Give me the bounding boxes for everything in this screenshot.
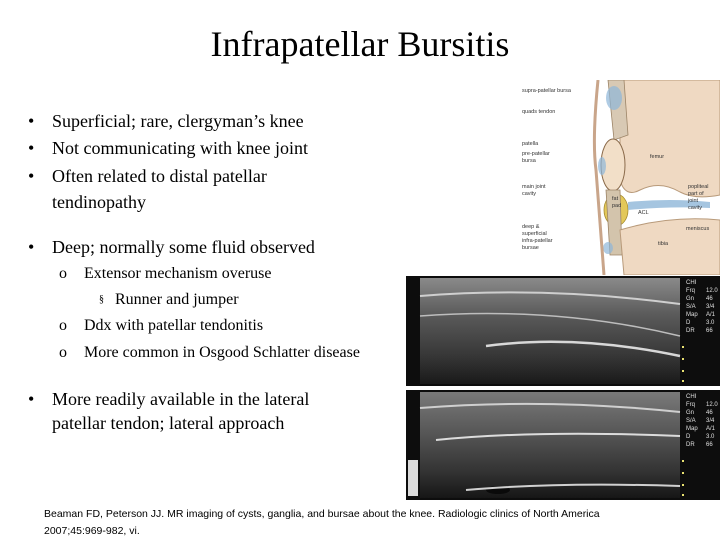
us-readout-label: Frq [686, 402, 695, 408]
sub-marker: o [59, 265, 67, 282]
us-readout-label: D [686, 434, 691, 440]
sub-marker: o [59, 317, 67, 334]
bullet-dot: • [28, 138, 35, 158]
us-readout-label: CHI [686, 394, 697, 400]
reference-line: 2007;45:969-982, vi. [44, 525, 140, 537]
anatomy-label: cavity [688, 205, 703, 211]
anatomy-label: deep & [522, 224, 540, 230]
anatomy-label: infra-patellar [522, 238, 553, 244]
anatomy-label: tibia [658, 241, 669, 247]
sub-text: Extensor mechanism overuse [84, 265, 272, 282]
us-readout-value: 12.0 [706, 288, 718, 294]
us-readout-label: DR [686, 442, 695, 448]
slide-title: Infrapatellar Bursitis [210, 24, 510, 64]
anatomy-label: pre-patellar [522, 151, 550, 157]
us-readout-label: Map [686, 312, 698, 318]
anatomy-label: supra-patellar bursa [522, 88, 571, 94]
us-readout-label: D [686, 320, 691, 326]
anatomy-label: bursae [522, 245, 539, 251]
anatomy-label: fat [612, 196, 619, 202]
us-readout-value: 3/4 [706, 418, 715, 424]
sub-text: More common in Osgood Schlatter disease [84, 344, 360, 361]
bullet-text: Superficial; rare, clergyman’s knee [52, 111, 304, 131]
us-readout-value: 12.0 [706, 402, 718, 408]
anatomy-label: bursa [522, 158, 536, 164]
bullet-dot: • [28, 389, 35, 409]
us-readout-value: A/1 [706, 312, 716, 318]
subsub-marker: § [99, 294, 104, 305]
us-readout-value: 3.0 [706, 320, 715, 326]
anatomy-label: pad [612, 203, 622, 209]
bullet-text: tendinopathy [52, 192, 146, 212]
sub-text: Ddx with patellar tendonitis [84, 317, 264, 334]
us-readout-label: Frq [686, 288, 695, 294]
us-readout-label: S/A [686, 418, 696, 424]
bullet-text: More readily available in the lateral [52, 389, 310, 409]
bullet-text: Often related to distal patellar [52, 166, 267, 186]
us-readout-value: 66 [706, 328, 713, 334]
us-readout-value: 46 [706, 296, 713, 302]
bullet-dot: • [28, 111, 35, 131]
bullet-text: patellar tendon; lateral approach [52, 413, 285, 433]
us-readout-value: A/1 [706, 426, 716, 432]
anatomy-label: patella [522, 141, 539, 147]
bullet-text: Deep; normally some fluid observed [52, 237, 315, 257]
ultrasound-image-1 [406, 276, 720, 386]
us-readout-label: Gn [686, 410, 695, 416]
bullet-text: Not communicating with knee joint [52, 138, 308, 158]
us-readout-value: 3.0 [706, 434, 715, 440]
us-readout-value: 46 [706, 410, 713, 416]
anatomy-label: main joint [522, 184, 546, 190]
anatomy-label: ACL [638, 210, 649, 216]
us-readout-label: DR [686, 328, 695, 334]
reference-citation [44, 506, 644, 540]
anatomy-label: popliteal [688, 184, 709, 190]
anatomy-label: femur [650, 154, 665, 160]
us-readout-value: 66 [706, 442, 713, 448]
bullet-dot: • [28, 166, 35, 186]
sub-marker: o [59, 344, 67, 361]
us-readout-label: Map [686, 426, 698, 432]
reference-line: Beaman FD, Peterson JJ. MR imaging of cysts, ganglia, and bursae about the knee. Radiologic clinics of North America [44, 508, 600, 520]
anatomy-label: meniscus [686, 226, 710, 232]
anatomy-label: joint [688, 198, 699, 204]
us-readout-label: Gn [686, 296, 695, 302]
bullet-dot: • [28, 237, 35, 257]
anatomy-label: superficial [522, 231, 547, 237]
ultrasound-image-2 [406, 390, 720, 500]
us-readout-label: S/A [686, 304, 696, 310]
anatomy-label: quads tendon [522, 109, 556, 115]
knee-anatomy-illustration [520, 80, 720, 275]
us-readout-value: 3/4 [706, 304, 715, 310]
anatomy-label: part of [688, 191, 704, 197]
subsub-text: Runner and jumper [115, 291, 239, 308]
anatomy-label: cavity [522, 191, 537, 197]
us-readout-label: CHI [686, 280, 697, 286]
